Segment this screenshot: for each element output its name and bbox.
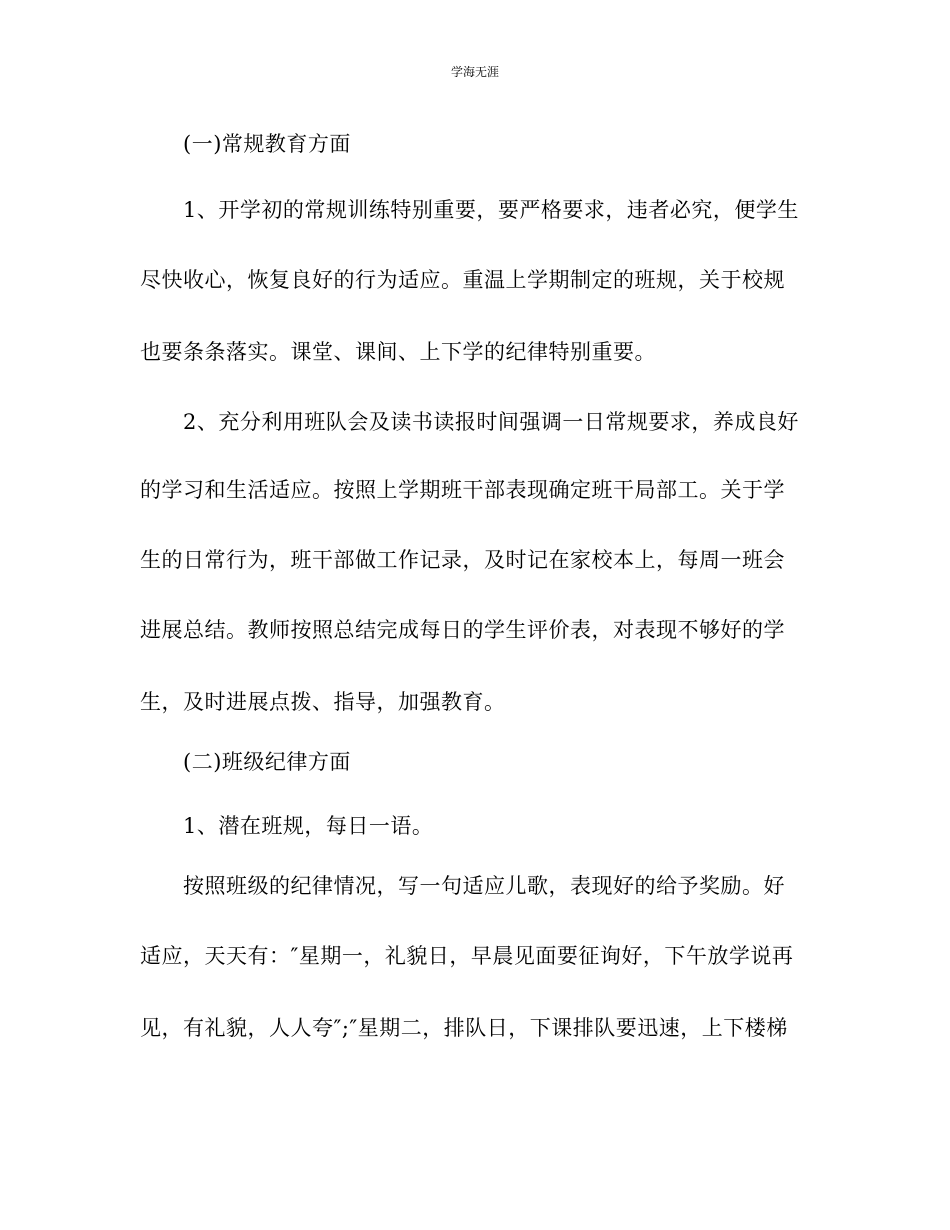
paragraph-line: 1、开学初的常规训练特别重要，要严格要求，违者必究，便学生 [183, 198, 799, 222]
paragraph-line: 进展总结。教师按照总结完成每日的学生评价表，对表现不够好的学 [140, 618, 785, 642]
section-heading-routine: (一)常规教育方面 [183, 132, 351, 156]
paragraph-line: 也要条条落实。课堂、课间、上下学的纪律特别重要。 [140, 340, 656, 364]
paragraph-line: 见，有礼貌，人人夸″;″星期二，排队日，下课排队要迅速，上下楼梯 [140, 1016, 788, 1040]
paragraph-line: 按照班级的纪律情况，写一句适应儿歌，表现好的给予奖励。好 [183, 874, 785, 898]
paragraph-line: 2、充分利用班队会及读书读报时间强调一日常规要求，养成良好 [183, 410, 799, 434]
section-heading-discipline: (二)班级纪律方面 [183, 750, 351, 774]
paragraph-line: 1、潜在班规，每日一语。 [183, 814, 434, 838]
paragraph-line: 适应，天天有：″星期一，礼貌日，早晨见面要征询好，下午放学说再 [140, 944, 794, 968]
page-header: 学海无涯 [450, 65, 499, 79]
paragraph-line: 生，及时进展点拨、指导，加强教育。 [140, 690, 506, 714]
paragraph-line: 生的日常行为，班干部做工作记录，及时记在家校本上，每周一班会 [140, 548, 785, 572]
paragraph-line: 尽快收心，恢复良好的行为适应。重温上学期制定的班规，关于校规 [140, 268, 785, 292]
paragraph-line: 的学习和生活适应。按照上学期班干部表现确定班干局部工。关于学 [140, 478, 785, 502]
